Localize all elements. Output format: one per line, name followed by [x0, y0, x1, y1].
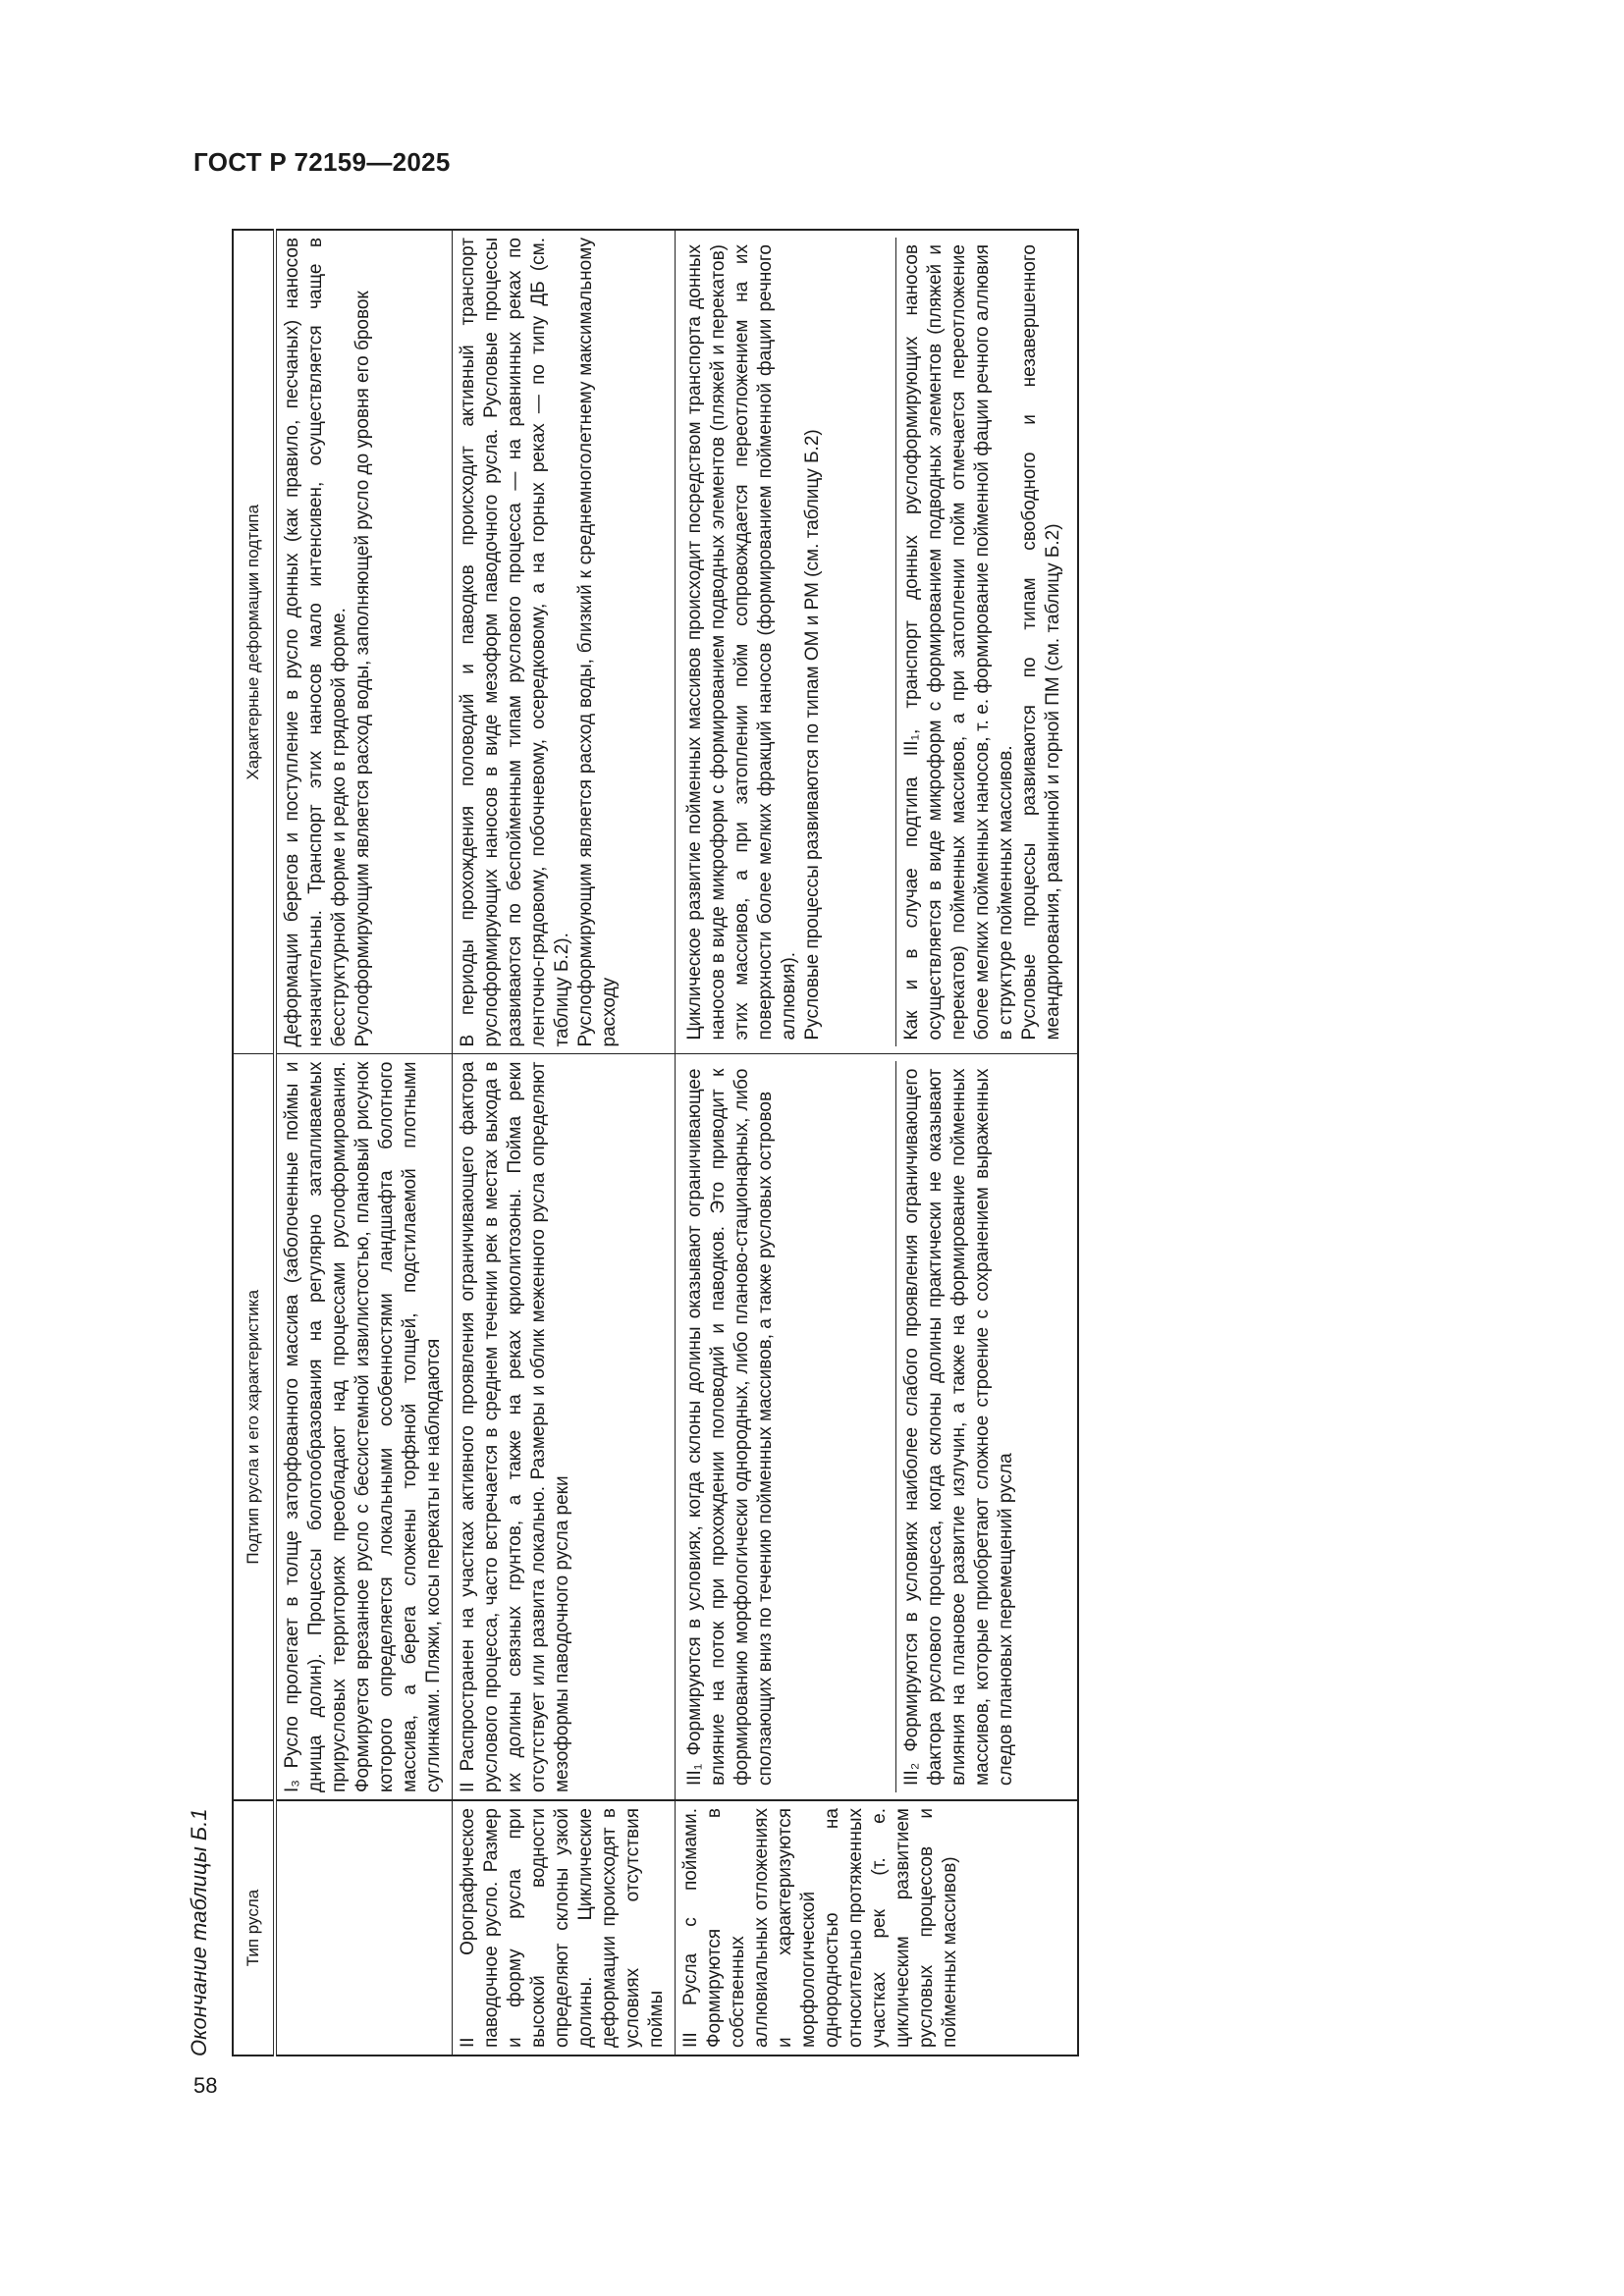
cell-type: III Русла с поймами. Формируются в собственных аллювиальных отложениях и характеризуются морфологической однородностью на относительно протяженных участках рек (т. е. циклическим развитием русловых процессов и пойменных массивов): [676, 1800, 1079, 2056]
deformation-paragraph: Как и в случае подтипа III₁, транспорт донных руслоформирующих наносов осуществляется в виде микроформ с формированием подводных элементов (пляжей и перекатов) пойменных массивов, а при затоплении пойм отмечается переотложение более мелких пойменных наносов, т. е. формирование пойменной фации речного аллювия в структуре пойменных массивов.: [901, 244, 1016, 1041]
column-header-subtype: Подтип русла и его характеристика: [233, 1054, 275, 1800]
deformation-paragraph: Руслоформирующим является расход воды, близкий к среднемноголетнему максимальному расходу: [575, 238, 620, 1047]
deformation-iii2: [896, 238, 1071, 1047]
deformation-paragraph: В периоды прохождения половодий и паводков происходит активный транспорт руслоформирующих наносов в виде мезоформ паводочного русла. Русловые процессы развиваются по беспойменным типам руслового процесса — на равнинных реках по ленточно-грядовому, побочневому, осередковому, а на горных реках — по типу ДБ (см. таблицу Б.2).: [458, 238, 572, 1047]
channel-types-table: [232, 229, 1079, 2056]
page-number: 58: [193, 2073, 218, 2098]
deformation-paragraph: Русловые процессы развиваются по типам ОМ и РМ (см. таблицу Б.2): [802, 429, 823, 1041]
cell-deformation: [275, 230, 453, 1054]
table-caption: Окончание таблицы Б.1: [187, 1808, 211, 2056]
cell-subtype-split: [676, 1054, 1079, 1800]
cell-subtype: II Распространен на участках активного проявления ограничивающего фактора руслового процесса, часто встречается в среднем течении рек в местах выхода в их долины связных грунтов, а также на реках криолитозоны. Пойма реки отсутствует или развита локально. Размеры и облик меженного русла определяют мезоформы паводочного русла реки: [453, 1054, 676, 1800]
deformation-paragraph: Циклическое развитие пойменных массивов происходит посредством транспорта донных наносов в виде микроформ с формированием подводных элементов (пляжей и перекатов) этих массивов, а при затоплении пойм сопровождается переотложением на их поверхности более мелких фракций наносов (формированием пойменной фации речного аллювия).: [684, 244, 799, 1041]
rotated-table-page: [187, 226, 1355, 2071]
column-header-type: Тип русла: [233, 1800, 275, 2056]
table-header-row: [233, 230, 275, 2056]
deformation-paragraph: Руслоформирующим является расход воды, заполняющей русло до уровня его бровок: [352, 291, 373, 1047]
table-row-i3: [275, 230, 453, 2056]
subtype-iii1: III₁ Формируются в условиях, когда склоны долины оказывают ограничивающее влияние на поток при прохождении половодий и паводков. Это приводит к формированию морфологически однородных, либо планово-стационарных, либо сползающих вниз по течению пойменных массивов, а также русловых островов: [679, 1062, 896, 1793]
deformation-paragraph: Деформации берегов и поступление в русло донных (как правило, песчаных) наносов незначительны. Транспорт этих наносов мало интенсивен, осуществляется чаще в бесструктурной форме и редко в грядовой форме.: [282, 238, 350, 1047]
cell-type: [275, 1800, 453, 2056]
deformation-iii1: [679, 238, 896, 1047]
cell-deformation: [453, 230, 676, 1054]
table-row-ii: [453, 230, 676, 2056]
cell-subtype: I₃ Русло пролегает в толще заторфованного массива (заболоченные поймы и днища долин). Процессы болотообразования на регулярно затапливаемых прирусловых территориях преобладают над процессами руслоформирования. Формируется врезанное русло с бессистемной извилистостью, плановый рисунок которого определяется локальными особенностями ландшафта болотного массива, а берега сложены торфяной толщей, подстилаемой плотными суглинками. Пляжи, косы перекаты не наблюдаются: [275, 1054, 453, 1800]
subtype-iii2: III₂ Формируются в условиях наиболее слабого проявления ограничивающего фактора руслового процесса, когда склоны долины практически не оказывают влияния на плановое развитие излучин, а также на формирование пойменных массивов, которые приобретают сложное строение с сохранением выраженных следов плановых перемещений русла: [901, 1068, 1016, 1786]
cell-deformation-split: [676, 230, 1079, 1054]
column-header-deformation: Характерные деформации подтипа: [233, 230, 275, 1054]
document-code-header: ГОСТ Р 72159—2025: [193, 147, 451, 177]
table-row-iii: [676, 230, 1079, 2056]
cell-type: II Орографическое паводочное русло. Размер и форму русла при высокой водности определяют склоны узкой долины. Циклические деформации происходят в условиях отсутствия поймы: [453, 1800, 676, 2056]
deformation-paragraph: Русловые процессы развиваются по типам свободного и незавершенного меандрирования, равнинной и горной ПМ (см. таблицу Б.2): [1019, 244, 1063, 1041]
